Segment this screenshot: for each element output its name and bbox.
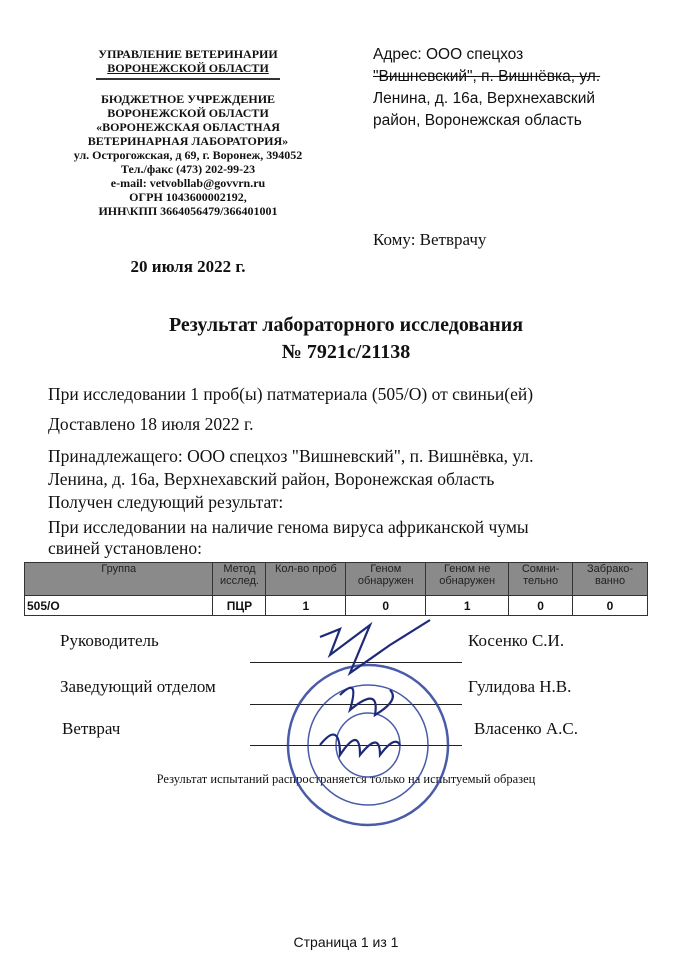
column-header: Геном обнаружен: [346, 563, 426, 596]
signature-role: Заведующий отделом: [60, 677, 216, 696]
body-text: Получен следующий результат:: [48, 492, 284, 512]
body-text: Принадлежащего: ООО спецхоз "Вишневский", п. Вишнёвка, ул.: [48, 446, 534, 466]
address-line: "Вишневский", п. Вишнёвка, ул.: [373, 68, 601, 85]
body-text: Ленина, д. 16а, Верхнехавский район, Воронежская область: [48, 469, 495, 489]
cell-detected: 0: [346, 596, 426, 616]
table-row: [25, 596, 648, 616]
cell-group: 505/О: [25, 596, 213, 616]
inst-phone: Тел./факс (473) 202-99-23: [120, 162, 256, 176]
inst-email: e-mail: vetvobllab@govvrn.ru: [110, 176, 266, 190]
footnote: Результат испытаний распространяется только на испытуемый образец: [156, 772, 536, 786]
cell-method: ПЦР: [213, 596, 266, 616]
divider: [96, 78, 280, 80]
letterhead-org: [58, 47, 318, 75]
title-line: Результат лабораторного исследования: [168, 314, 524, 336]
document-title: [0, 312, 692, 366]
page-number: Страница 1 из 1: [293, 934, 399, 950]
inst-line: «ВОРОНЕЖСКАЯ ОБЛАСТНАЯ: [96, 120, 280, 134]
cell-not-detected: 1: [426, 596, 509, 616]
body-text: При исследовании на наличие генома вируса африканской чумы: [48, 517, 529, 537]
column-header: Группа: [25, 563, 213, 596]
signature-role: Ветврач: [62, 719, 121, 738]
inst-ogrn: ОГРН 1043600002192,: [129, 190, 247, 204]
inst-line: ВЕТЕРИНАРНАЯ ЛАБОРАТОРИЯ»: [87, 134, 289, 148]
inst-line: ВОРОНЕЖСКОЙ ОБЛАСТИ: [107, 106, 269, 120]
document-date: 20 июля 2022 г.: [130, 257, 246, 276]
letterhead-institution: [58, 92, 318, 218]
body-text: Доставлено 18 июля 2022 г.: [48, 414, 254, 434]
results-table: [24, 562, 648, 616]
signature-name: Власенко А.С.: [474, 719, 579, 738]
body-text: свиней установлено:: [48, 538, 203, 558]
column-header: Метод исслед.: [213, 563, 266, 596]
cell-rejected: 0: [573, 596, 648, 616]
result-number: № 7921с/21138: [281, 341, 411, 363]
column-header: Сомни-тельно: [509, 563, 573, 596]
handwritten-signatures: [320, 620, 430, 755]
column-header: Геном не обнаружен: [426, 563, 509, 596]
inst-inn: ИНН\КПП 3664056479/366401001: [98, 204, 278, 218]
address-line: Адрес: ООО спецхоз: [373, 46, 524, 63]
signature-name: Гулидова Н.В.: [468, 677, 572, 696]
inst-line: БЮДЖЕТНОЕ УЧРЕЖДЕНИЕ: [100, 92, 276, 106]
address-line: район, Воронежская область: [373, 112, 582, 129]
recipient-to: Кому: Ветврачу: [373, 230, 487, 249]
address-line: Ленина, д. 16а, Верхнехавский: [373, 90, 596, 107]
cell-doubtful: 0: [509, 596, 573, 616]
table-header-row: [25, 563, 648, 596]
body-text: При исследовании 1 проб(ы) патматериала (505/О) от свиньи(ей): [48, 384, 534, 404]
org-line: УПРАВЛЕНИЕ ВЕТЕРИНАРИИ: [98, 47, 278, 61]
stamp-and-signatures: [280, 615, 500, 845]
column-header: Забрако-ванно: [573, 563, 648, 596]
recipient-address: [373, 44, 673, 132]
org-line: ВОРОНЕЖСКОЙ ОБЛАСТИ: [107, 61, 269, 75]
inst-address: ул. Острогожская, д 69, г. Воронеж, 394052: [73, 148, 303, 162]
column-header: Кол-во проб: [266, 563, 346, 596]
signature-role: Руководитель: [60, 631, 159, 650]
cell-samples: 1: [266, 596, 346, 616]
signature-name: Косенко С.И.: [468, 631, 565, 650]
